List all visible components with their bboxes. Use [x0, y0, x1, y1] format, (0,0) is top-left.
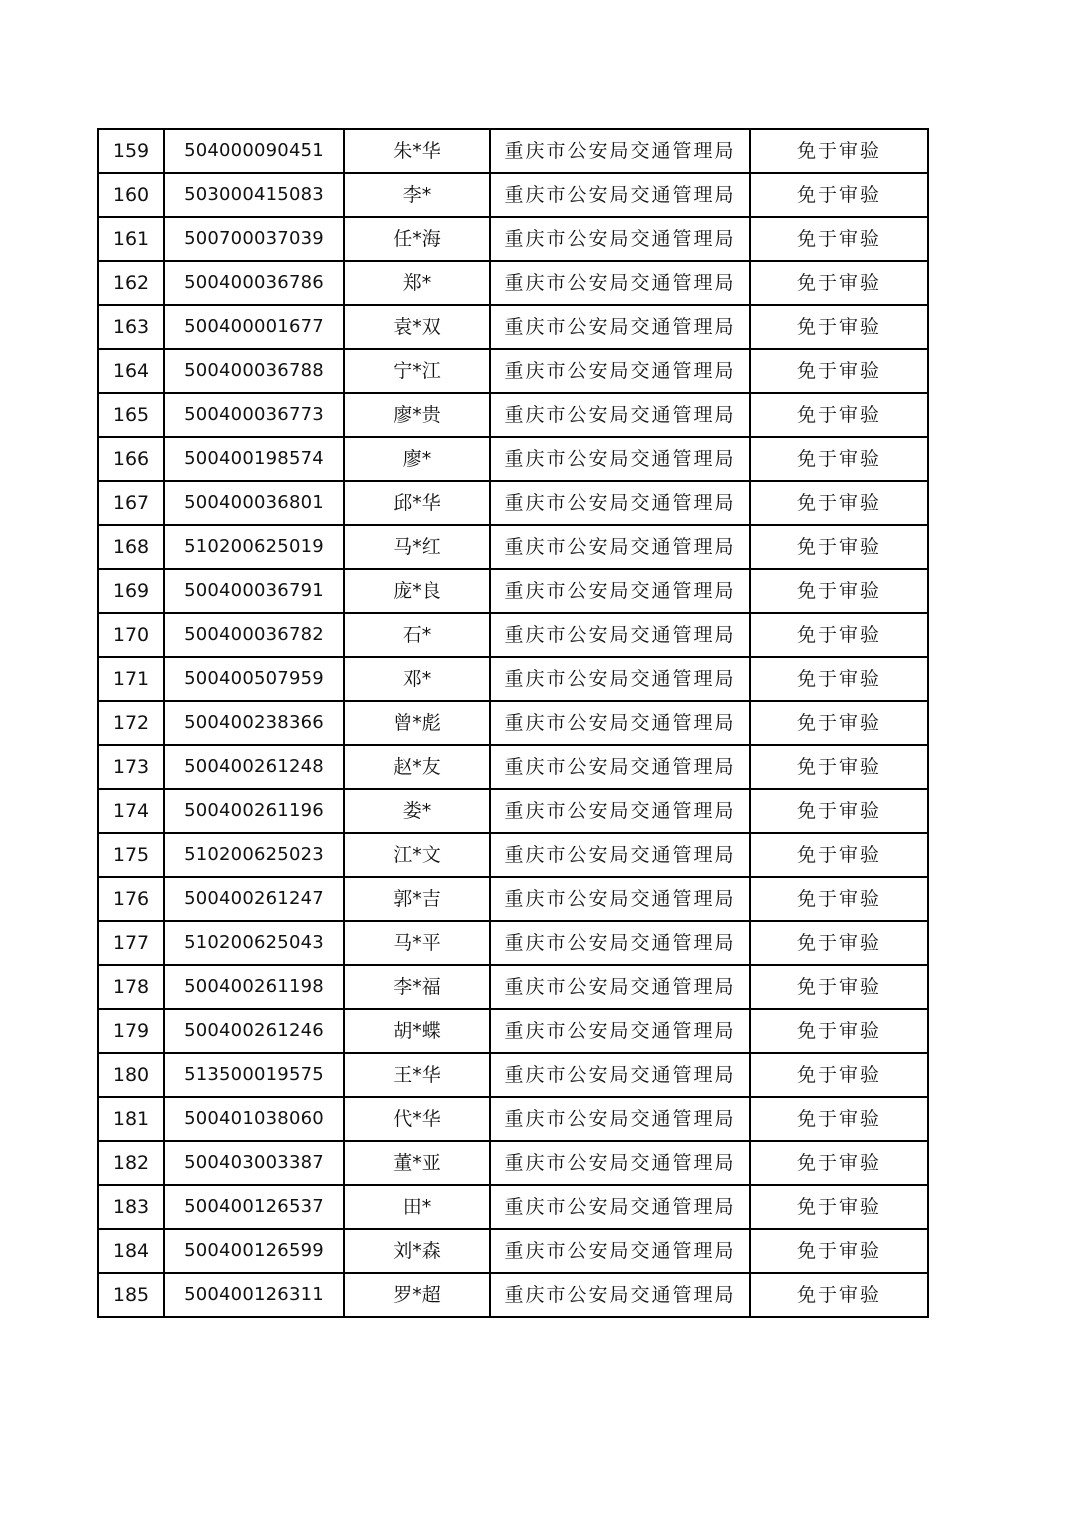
issuing-authority-cell: 重庆市公安局交通管理局: [490, 1229, 750, 1273]
license-number-cell: 510200625023: [164, 833, 344, 877]
holder-name-cell: 刘*森: [344, 1229, 490, 1273]
row-number-cell: 170: [98, 613, 164, 657]
review-status-cell: 免于审验: [750, 569, 928, 613]
review-status-cell: 免于审验: [750, 701, 928, 745]
issuing-authority-cell: 重庆市公安局交通管理局: [490, 1009, 750, 1053]
license-number-cell: 503000415083: [164, 173, 344, 217]
license-number-cell: 500400036801: [164, 481, 344, 525]
issuing-authority-cell: 重庆市公安局交通管理局: [490, 129, 750, 173]
issuing-authority-cell: 重庆市公安局交通管理局: [490, 657, 750, 701]
holder-name-cell: 胡*蝶: [344, 1009, 490, 1053]
row-number-cell: 160: [98, 173, 164, 217]
row-number-cell: 167: [98, 481, 164, 525]
review-status-cell: 免于审验: [750, 305, 928, 349]
table-row: [98, 833, 928, 877]
issuing-authority-cell: 重庆市公安局交通管理局: [490, 1097, 750, 1141]
holder-name-cell: 马*红: [344, 525, 490, 569]
review-status-cell: 免于审验: [750, 1273, 928, 1317]
row-number-cell: 161: [98, 217, 164, 261]
license-number-cell: 500403003387: [164, 1141, 344, 1185]
row-number-cell: 162: [98, 261, 164, 305]
review-status-cell: 免于审验: [750, 657, 928, 701]
issuing-authority-cell: 重庆市公安局交通管理局: [490, 1053, 750, 1097]
table-row: [98, 393, 928, 437]
table-row: [98, 877, 928, 921]
holder-name-cell: 马*平: [344, 921, 490, 965]
table-row: [98, 437, 928, 481]
row-number-cell: 176: [98, 877, 164, 921]
holder-name-cell: 田*: [344, 1185, 490, 1229]
review-status-cell: 免于审验: [750, 129, 928, 173]
row-number-cell: 169: [98, 569, 164, 613]
row-number-cell: 172: [98, 701, 164, 745]
row-number-cell: 182: [98, 1141, 164, 1185]
license-number-cell: 500400001677: [164, 305, 344, 349]
review-status-cell: 免于审验: [750, 613, 928, 657]
holder-name-cell: 任*海: [344, 217, 490, 261]
issuing-authority-cell: 重庆市公安局交通管理局: [490, 745, 750, 789]
table-row: [98, 789, 928, 833]
issuing-authority-cell: 重庆市公安局交通管理局: [490, 349, 750, 393]
row-number-cell: 180: [98, 1053, 164, 1097]
row-number-cell: 168: [98, 525, 164, 569]
holder-name-cell: 曾*彪: [344, 701, 490, 745]
table-row: [98, 173, 928, 217]
license-number-cell: 510200625043: [164, 921, 344, 965]
review-status-cell: 免于审验: [750, 745, 928, 789]
license-number-cell: 500400261247: [164, 877, 344, 921]
row-number-cell: 163: [98, 305, 164, 349]
row-number-cell: 175: [98, 833, 164, 877]
review-status-cell: 免于审验: [750, 1097, 928, 1141]
license-number-cell: 500400036773: [164, 393, 344, 437]
table-row: [98, 701, 928, 745]
holder-name-cell: 朱*华: [344, 129, 490, 173]
table-row: [98, 569, 928, 613]
review-status-cell: 免于审验: [750, 437, 928, 481]
table-row: [98, 1053, 928, 1097]
table-row: [98, 745, 928, 789]
holder-name-cell: 娄*: [344, 789, 490, 833]
row-number-cell: 181: [98, 1097, 164, 1141]
holder-name-cell: 廖*: [344, 437, 490, 481]
issuing-authority-cell: 重庆市公安局交通管理局: [490, 569, 750, 613]
holder-name-cell: 罗*超: [344, 1273, 490, 1317]
holder-name-cell: 李*: [344, 173, 490, 217]
table-row: [98, 129, 928, 173]
row-number-cell: 183: [98, 1185, 164, 1229]
issuing-authority-cell: 重庆市公安局交通管理局: [490, 1141, 750, 1185]
row-number-cell: 184: [98, 1229, 164, 1273]
review-status-cell: 免于审验: [750, 1229, 928, 1273]
issuing-authority-cell: 重庆市公安局交通管理局: [490, 921, 750, 965]
row-number-cell: 165: [98, 393, 164, 437]
license-number-cell: 500400198574: [164, 437, 344, 481]
holder-name-cell: 石*: [344, 613, 490, 657]
table-row: [98, 349, 928, 393]
issuing-authority-cell: 重庆市公安局交通管理局: [490, 877, 750, 921]
license-number-cell: 500401038060: [164, 1097, 344, 1141]
license-number-cell: 500400036788: [164, 349, 344, 393]
issuing-authority-cell: 重庆市公安局交通管理局: [490, 789, 750, 833]
review-status-cell: 免于审验: [750, 965, 928, 1009]
license-number-cell: 500400261248: [164, 745, 344, 789]
row-number-cell: 166: [98, 437, 164, 481]
table-row: [98, 1097, 928, 1141]
license-number-cell: 500400126537: [164, 1185, 344, 1229]
row-number-cell: 173: [98, 745, 164, 789]
review-status-cell: 免于审验: [750, 1009, 928, 1053]
row-number-cell: 178: [98, 965, 164, 1009]
license-number-cell: 504000090451: [164, 129, 344, 173]
review-status-cell: 免于审验: [750, 349, 928, 393]
license-number-cell: 500400507959: [164, 657, 344, 701]
holder-name-cell: 赵*友: [344, 745, 490, 789]
license-number-cell: 500700037039: [164, 217, 344, 261]
holder-name-cell: 邱*华: [344, 481, 490, 525]
holder-name-cell: 郑*: [344, 261, 490, 305]
review-status-cell: 免于审验: [750, 877, 928, 921]
issuing-authority-cell: 重庆市公安局交通管理局: [490, 481, 750, 525]
row-number-cell: 171: [98, 657, 164, 701]
holder-name-cell: 郭*吉: [344, 877, 490, 921]
records-table: [97, 128, 929, 1318]
table-row: [98, 217, 928, 261]
row-number-cell: 174: [98, 789, 164, 833]
review-status-cell: 免于审验: [750, 921, 928, 965]
table-row: [98, 1185, 928, 1229]
issuing-authority-cell: 重庆市公安局交通管理局: [490, 833, 750, 877]
holder-name-cell: 袁*双: [344, 305, 490, 349]
review-status-cell: 免于审验: [750, 789, 928, 833]
holder-name-cell: 邓*: [344, 657, 490, 701]
license-number-cell: 513500019575: [164, 1053, 344, 1097]
table-row: [98, 261, 928, 305]
table-row: [98, 525, 928, 569]
table-row: [98, 481, 928, 525]
holder-name-cell: 廖*贵: [344, 393, 490, 437]
holder-name-cell: 代*华: [344, 1097, 490, 1141]
review-status-cell: 免于审验: [750, 1053, 928, 1097]
license-number-cell: 500400036786: [164, 261, 344, 305]
license-number-cell: 500400261246: [164, 1009, 344, 1053]
issuing-authority-cell: 重庆市公安局交通管理局: [490, 305, 750, 349]
review-status-cell: 免于审验: [750, 173, 928, 217]
review-status-cell: 免于审验: [750, 261, 928, 305]
table-row: [98, 1009, 928, 1053]
issuing-authority-cell: 重庆市公安局交通管理局: [490, 525, 750, 569]
issuing-authority-cell: 重庆市公安局交通管理局: [490, 1273, 750, 1317]
table-row: [98, 1229, 928, 1273]
row-number-cell: 164: [98, 349, 164, 393]
review-status-cell: 免于审验: [750, 833, 928, 877]
row-number-cell: 185: [98, 1273, 164, 1317]
table-row: [98, 921, 928, 965]
license-number-cell: 500400036791: [164, 569, 344, 613]
table-row: [98, 657, 928, 701]
holder-name-cell: 王*华: [344, 1053, 490, 1097]
holder-name-cell: 宁*江: [344, 349, 490, 393]
issuing-authority-cell: 重庆市公安局交通管理局: [490, 613, 750, 657]
review-status-cell: 免于审验: [750, 393, 928, 437]
table-row: [98, 613, 928, 657]
table-row: [98, 1273, 928, 1317]
table-row: [98, 1141, 928, 1185]
table-row: [98, 965, 928, 1009]
holder-name-cell: 李*福: [344, 965, 490, 1009]
review-status-cell: 免于审验: [750, 1141, 928, 1185]
issuing-authority-cell: 重庆市公安局交通管理局: [490, 393, 750, 437]
row-number-cell: 177: [98, 921, 164, 965]
review-status-cell: 免于审验: [750, 217, 928, 261]
review-status-cell: 免于审验: [750, 525, 928, 569]
issuing-authority-cell: 重庆市公安局交通管理局: [490, 261, 750, 305]
license-number-cell: 500400238366: [164, 701, 344, 745]
holder-name-cell: 江*文: [344, 833, 490, 877]
records-table-body: [98, 129, 928, 1317]
issuing-authority-cell: 重庆市公安局交通管理局: [490, 217, 750, 261]
license-number-cell: 510200625019: [164, 525, 344, 569]
issuing-authority-cell: 重庆市公安局交通管理局: [490, 701, 750, 745]
license-number-cell: 500400261196: [164, 789, 344, 833]
license-number-cell: 500400036782: [164, 613, 344, 657]
row-number-cell: 159: [98, 129, 164, 173]
holder-name-cell: 董*亚: [344, 1141, 490, 1185]
document-page: [97, 128, 929, 1318]
issuing-authority-cell: 重庆市公安局交通管理局: [490, 437, 750, 481]
license-number-cell: 500400126311: [164, 1273, 344, 1317]
holder-name-cell: 庞*良: [344, 569, 490, 613]
issuing-authority-cell: 重庆市公安局交通管理局: [490, 173, 750, 217]
issuing-authority-cell: 重庆市公安局交通管理局: [490, 1185, 750, 1229]
issuing-authority-cell: 重庆市公安局交通管理局: [490, 965, 750, 1009]
table-row: [98, 305, 928, 349]
license-number-cell: 500400261198: [164, 965, 344, 1009]
license-number-cell: 500400126599: [164, 1229, 344, 1273]
row-number-cell: 179: [98, 1009, 164, 1053]
review-status-cell: 免于审验: [750, 1185, 928, 1229]
review-status-cell: 免于审验: [750, 481, 928, 525]
